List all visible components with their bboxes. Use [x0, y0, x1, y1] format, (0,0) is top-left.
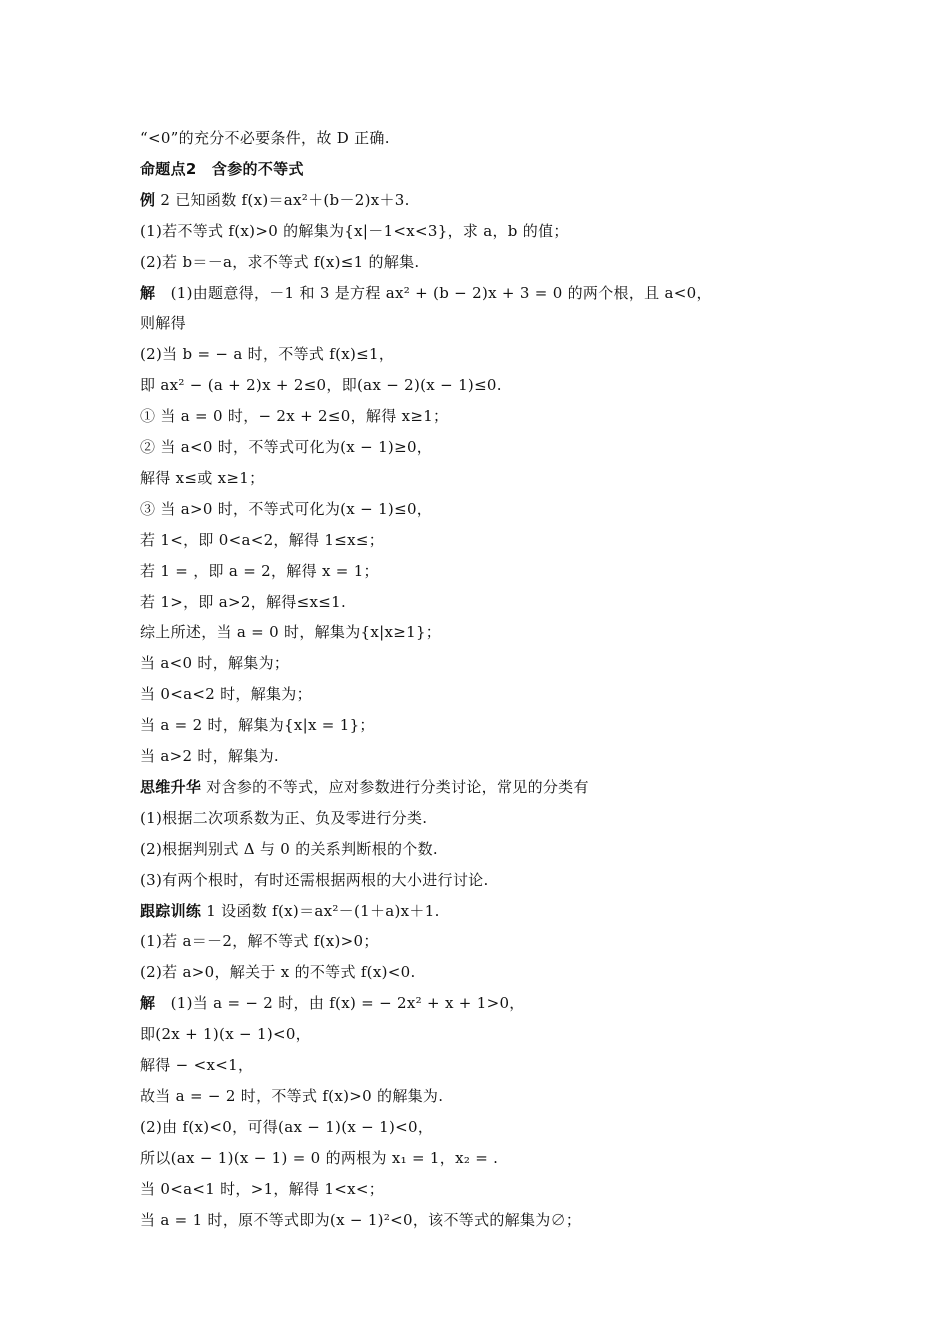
line-text: 故当 a = − 2 时，不等式 f(x)>0 的解集为. — [140, 1086, 444, 1105]
line-text: 1 设函数 f(x)＝ax²－(1＋a)x＋1. — [201, 901, 440, 920]
text-line — [140, 375, 840, 395]
text-line — [140, 1148, 840, 1168]
line-text: 当 a = 2 时，解集为{x|x = 1}； — [140, 716, 375, 735]
line-text: 当 0<a<1 时，>1，解得 1<x<； — [140, 1179, 385, 1198]
text-line — [140, 128, 840, 148]
line-text: (2)若 b＝－a，求不等式 f(x)≤1 的解集. — [140, 252, 420, 271]
text-line — [140, 1055, 840, 1075]
text-line — [140, 684, 840, 704]
line-text: 当 0<a<2 时，解集为； — [140, 685, 312, 704]
line-text: 对含参的不等式，应对参数进行分类讨论，常见的分类有 — [201, 777, 589, 796]
text-line — [140, 715, 840, 735]
line-text: 2 已知函数 f(x)＝ax²＋(b－2)x＋3. — [155, 190, 410, 209]
text-line — [140, 839, 840, 859]
line-text: 当 a<0 时，解集为； — [140, 654, 290, 673]
line-text: 解得 x≤或 x≥1； — [140, 468, 265, 487]
line-text: 当 a>2 时，解集为. — [140, 747, 279, 765]
text-line — [140, 993, 840, 1013]
text-line — [140, 252, 840, 272]
line-label: 解 — [140, 283, 156, 302]
line-label: 命题点2 含参的不等式 — [140, 159, 304, 178]
line-text: (1)当 a = − 2 时，由 f(x) = − 2x² + x + 1>0， — [155, 994, 525, 1013]
text-line — [140, 530, 840, 550]
text-line — [140, 190, 840, 210]
text-line — [140, 221, 840, 241]
line-label: 例 — [140, 190, 156, 209]
text-line — [140, 499, 840, 519]
text-line — [140, 1210, 840, 1230]
text-line — [140, 406, 840, 426]
text-line — [140, 313, 840, 333]
line-text: 若 1 = ，即 a = 2，解得 x = 1； — [140, 561, 379, 580]
line-text: 若 1<，即 0<a<2，解得 1≤x≤； — [140, 530, 385, 549]
line-text: 即 ax² − (a + 2)x + 2≤0，即(ax − 2)(x − 1)≤0. — [140, 376, 502, 395]
line-text: (1)由题意得，－1 和 3 是方程 ax² + (b − 2)x + 3 = 0 的两个根，且 a<0， — [155, 283, 712, 302]
line-text: 则解得 — [140, 314, 186, 333]
line-text: (2)若 a>0，解关于 x 的不等式 f(x)<0. — [140, 963, 416, 982]
text-line — [140, 468, 840, 488]
text-line — [140, 1179, 840, 1199]
text-line — [140, 344, 840, 364]
line-text: 当 a = 1 时，原不等式即为(x − 1)²<0，该不等式的解集为∅； — [140, 1210, 582, 1229]
line-text: 综上所述，当 a = 0 时，解集为{x|x≥1}； — [140, 623, 442, 642]
line-text: 即(2x + 1)(x − 1)<0， — [140, 1025, 311, 1044]
text-line — [140, 870, 840, 890]
text-line — [140, 746, 840, 766]
line-text: “<0”的充分不必要条件，故 D 正确. — [140, 129, 390, 147]
text-line — [140, 653, 840, 673]
line-text: ① 当 a = 0 时，− 2x + 2≤0，解得 x≥1； — [140, 407, 449, 426]
line-label: 思维升华 — [140, 777, 202, 796]
line-label: 解 — [140, 994, 156, 1013]
text-line — [140, 962, 840, 982]
text-line — [140, 808, 840, 828]
text-line — [140, 592, 840, 612]
line-text: (3)有两个根时，有时还需根据两根的大小进行讨论. — [140, 870, 489, 889]
line-text: 解得 − <x<1， — [140, 1056, 254, 1074]
line-text: ② 当 a<0 时，不等式可化为(x − 1)≥0， — [140, 438, 433, 456]
line-text: (1)若不等式 f(x)>0 的解集为{x|－1<x<3}，求 a，b 的值； — [140, 221, 569, 240]
line-label: 跟踪训练 — [140, 901, 202, 920]
text-line — [140, 1086, 840, 1106]
line-text: 所以(ax − 1)(x − 1) = 0 的两根为 x₁ = 1，x₂ = . — [140, 1148, 499, 1167]
text-line — [140, 931, 840, 951]
text-line — [140, 159, 840, 179]
text-line — [140, 1024, 840, 1044]
line-text: (2)根据判别式 Δ 与 0 的关系判断根的个数. — [140, 839, 438, 858]
line-text: 若 1>，即 a>2，解得≤x≤1. — [140, 592, 347, 611]
line-text: ③ 当 a>0 时，不等式可化为(x − 1)≤0， — [140, 499, 433, 518]
text-line — [140, 1117, 840, 1137]
line-text: (1)根据二次项系数为正、负及零进行分类. — [140, 808, 428, 827]
text-line — [140, 777, 840, 797]
text-line — [140, 283, 840, 303]
line-text: (1)若 a＝－2，解不等式 f(x)>0； — [140, 932, 379, 951]
text-line — [140, 901, 840, 921]
text-line — [140, 437, 840, 457]
line-text: (2)由 f(x)<0，可得(ax − 1)(x − 1)<0， — [140, 1117, 434, 1136]
line-text: (2)当 b = − a 时，不等式 f(x)≤1， — [140, 345, 395, 364]
text-line — [140, 622, 840, 642]
text-line — [140, 561, 840, 581]
